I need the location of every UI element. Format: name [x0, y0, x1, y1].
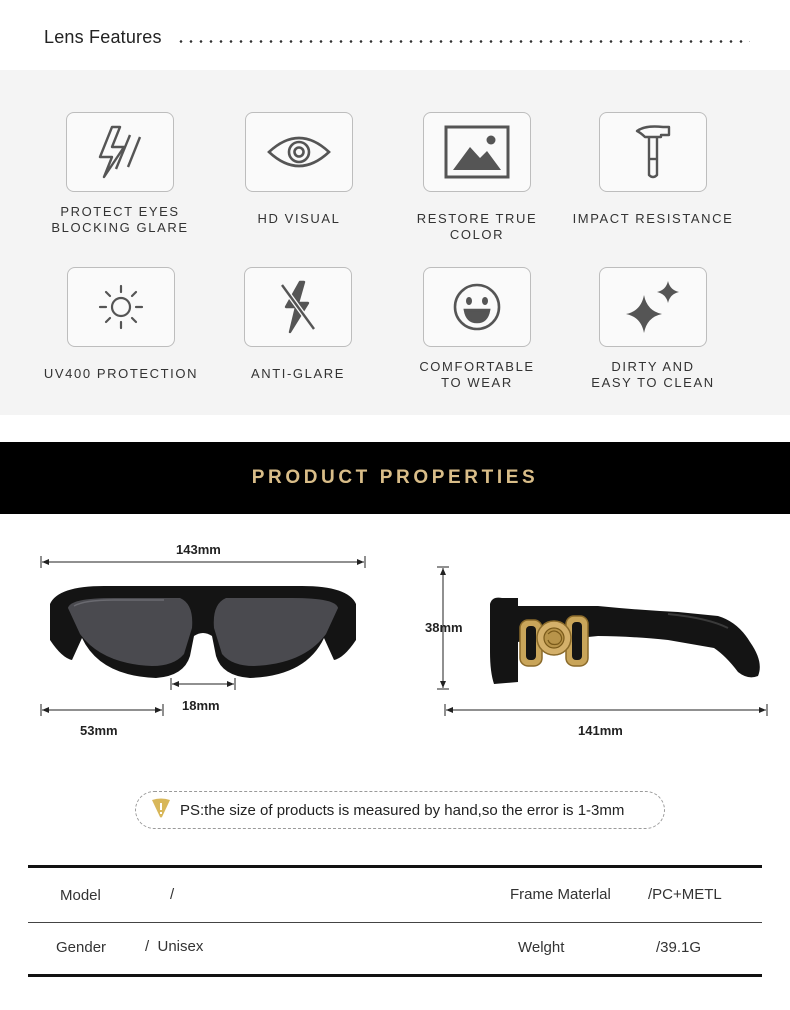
- feature-label: PROTECT EYES BLOCKING GLARE: [51, 204, 189, 235]
- weight-label: Welght: [518, 939, 565, 956]
- table-bottom-rule: [28, 974, 762, 977]
- feature-label: UV400 PROTECTION: [43, 366, 199, 381]
- model-label: Model: [60, 887, 101, 904]
- table-middle-rule: [28, 922, 762, 923]
- feature-icon-box: [66, 112, 174, 192]
- lightning-bolts-icon: [90, 123, 150, 181]
- feature-easy-clean: [568, 267, 738, 391]
- model-value: /: [170, 886, 175, 903]
- temple-length-arrow: [444, 704, 768, 716]
- lens-width-label: 53mm: [80, 723, 118, 738]
- feature-icon-box: [67, 267, 175, 347]
- feature-hd-visual: [214, 112, 384, 227]
- feature-comfortable: [392, 267, 562, 391]
- feature-icon-box: [244, 267, 352, 347]
- feature-icon-box: [599, 267, 707, 347]
- feature-restore-color: [392, 112, 562, 243]
- feature-label: IMPACT RESISTANCE: [572, 211, 734, 226]
- gender-value: / Unisex: [145, 938, 204, 955]
- lens-width-arrow: [40, 704, 164, 716]
- crossed-lightning-icon: [276, 279, 320, 335]
- feature-label: HD VISUAL: [257, 211, 341, 226]
- feature-impact-resistance: [568, 112, 738, 227]
- hammer-icon: [633, 123, 673, 181]
- banner-title: PRODUCT PROPERTIES: [251, 467, 539, 488]
- frame-material-label: Frame Materlal: [510, 886, 611, 903]
- frame-material-value: /PC+METL: [648, 886, 722, 903]
- feature-label: ANTI-GLARE: [250, 366, 345, 381]
- gender-label: Gender: [56, 939, 107, 956]
- feature-icon-box: [423, 267, 531, 347]
- sun-icon: [97, 283, 145, 331]
- sunglasses-front-image: [44, 580, 362, 684]
- lens-features-title: Lens Features: [44, 27, 162, 47]
- smiley-face-icon: [451, 281, 503, 333]
- lens-height-label: 38mm: [425, 620, 463, 635]
- mountain-picture-icon: [444, 125, 510, 179]
- bridge-label: 18mm: [182, 698, 220, 713]
- feature-icon-box: [245, 112, 353, 192]
- dotted-divider: [176, 40, 750, 43]
- note-text: PS:the size of products is measured by hand,so the error is 1-3mm: [180, 801, 625, 819]
- product-properties-banner: [0, 442, 790, 514]
- bridge-arrow: [170, 678, 236, 690]
- feature-icon-box: [423, 112, 531, 192]
- feature-label: RESTORE TRUE COLOR: [416, 211, 538, 242]
- frame-width-label: 143mm: [176, 542, 221, 557]
- frame-width-arrow: [40, 556, 366, 568]
- weight-value: /39.1G: [656, 939, 702, 956]
- sparkle-stars-icon: [624, 279, 682, 335]
- feature-label: COMFORTABLE TO WEAR: [419, 359, 535, 390]
- eye-icon: [266, 132, 332, 172]
- measurement-note: [135, 791, 665, 829]
- feature-icon-box: [599, 112, 707, 192]
- warning-triangle-icon: [150, 797, 172, 824]
- table-top-rule: [28, 865, 762, 868]
- feature-uv400: [36, 267, 206, 382]
- feature-anti-glare: [213, 267, 383, 382]
- temple-length-label: 141mm: [578, 723, 623, 738]
- sunglasses-side-image: [488, 592, 764, 688]
- feature-protect-eyes: [35, 112, 205, 236]
- feature-label: DIRTY AND EASY TO CLEAN: [591, 359, 715, 390]
